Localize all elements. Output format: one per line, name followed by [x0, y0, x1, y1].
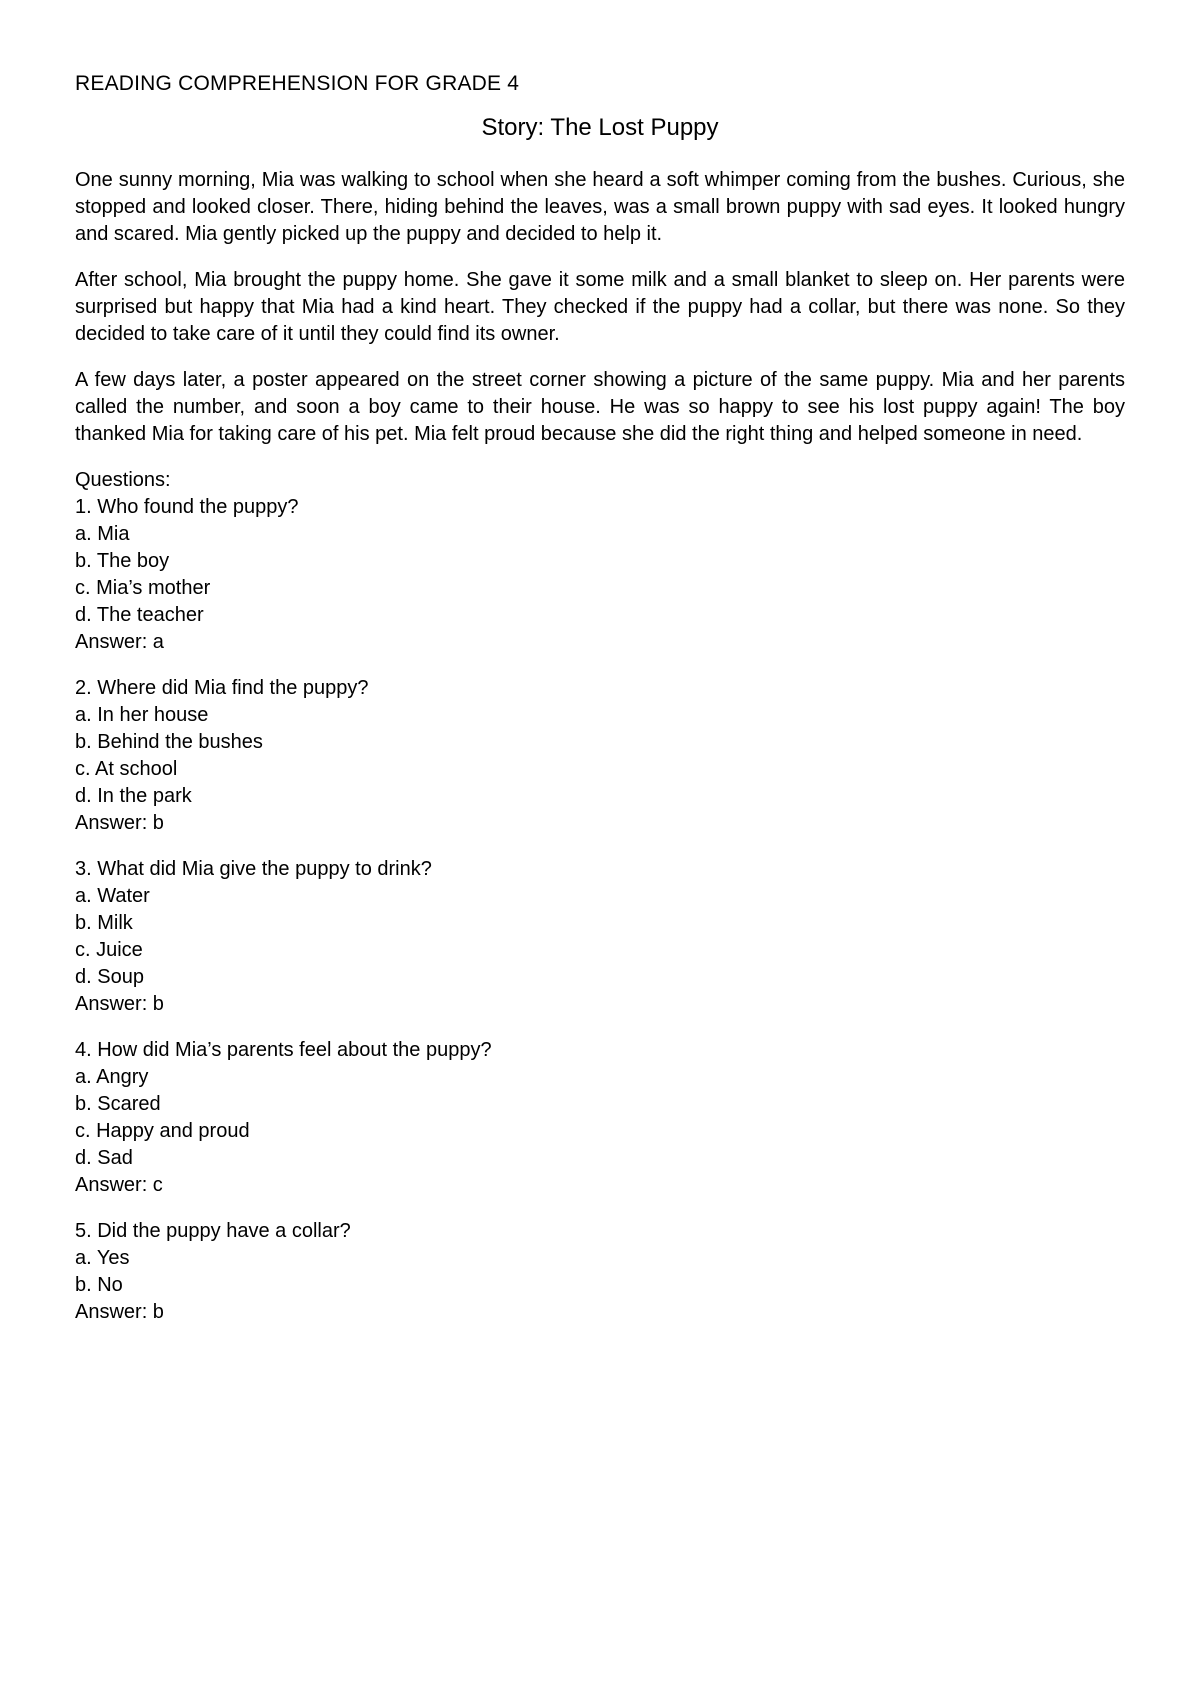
question-option-b: b. No: [75, 1274, 123, 1296]
question-option-d: d. Sad: [75, 1147, 133, 1169]
question-answer: Answer: a: [75, 631, 164, 653]
question-option-c: c. At school: [75, 758, 178, 780]
question-block-3: [75, 856, 1125, 1018]
question-option-c: c. Mia’s mother: [75, 577, 211, 599]
question-option-b: b. Behind the bushes: [75, 731, 263, 753]
question-text: 5. Did the puppy have a collar?: [75, 1220, 351, 1242]
questions-label: Questions:: [75, 469, 171, 491]
document-heading: READING COMPREHENSION FOR GRADE 4: [75, 72, 520, 95]
question-option-b: b. Scared: [75, 1093, 161, 1115]
question-answer: Answer: b: [75, 993, 164, 1015]
story-paragraph-1: One sunny morning, Mia was walking to school when she heard a soft whimper coming from the bushes. Curious, she stopped and looked closer. There, hiding behind the leaves, was a small brown puppy with sad eyes. It looked hungry and scared. Mia gently picked up the puppy and decided to help it.: [75, 169, 1125, 245]
question-option-a: a. Mia: [75, 523, 130, 545]
question-block-1: [75, 494, 1125, 656]
question-option-d: d. In the park: [75, 785, 192, 807]
question-block-2: [75, 675, 1125, 837]
question-text: 2. Where did Mia find the puppy?: [75, 677, 369, 699]
question-answer: Answer: b: [75, 1301, 164, 1323]
story-paragraph-2: After school, Mia brought the puppy home. She gave it some milk and a small blanket to sleep on. Her parents were surprised but happy that Mia had a kind heart. They checked if the puppy had a collar, but there was none. So they decided to take care of it until they could find its owner.: [75, 269, 1125, 345]
question-option-b: b. Milk: [75, 912, 133, 934]
question-text: 3. What did Mia give the puppy to drink?: [75, 858, 432, 880]
question-text: 4. How did Mia’s parents feel about the puppy?: [75, 1039, 492, 1061]
question-answer: Answer: c: [75, 1174, 163, 1196]
story-title: Story: The Lost Puppy: [481, 114, 719, 141]
question-option-a: a. Water: [75, 885, 150, 907]
question-option-d: d. The teacher: [75, 604, 204, 626]
story-paragraph-3: A few days later, a poster appeared on the street corner showing a picture of the same puppy. Mia and her parents called the number, and soon a boy came to their house. He was so happy to see his lost puppy again! The boy thanked Mia for taking care of his pet. Mia felt proud because she did the right thing and helped someone in need.: [75, 369, 1125, 445]
question-block-5: [75, 1218, 1125, 1326]
question-option-b: b. The boy: [75, 550, 170, 572]
question-option-a: a. In her house: [75, 704, 209, 726]
question-option-c: c. Happy and proud: [75, 1120, 250, 1142]
question-option-d: d. Soup: [75, 966, 144, 988]
question-option-c: c. Juice: [75, 939, 143, 961]
question-option-a: a. Angry: [75, 1066, 149, 1088]
question-block-4: [75, 1037, 1125, 1199]
question-answer: Answer: b: [75, 812, 164, 834]
question-text: 1. Who found the puppy?: [75, 496, 299, 518]
question-option-a: a. Yes: [75, 1247, 130, 1269]
